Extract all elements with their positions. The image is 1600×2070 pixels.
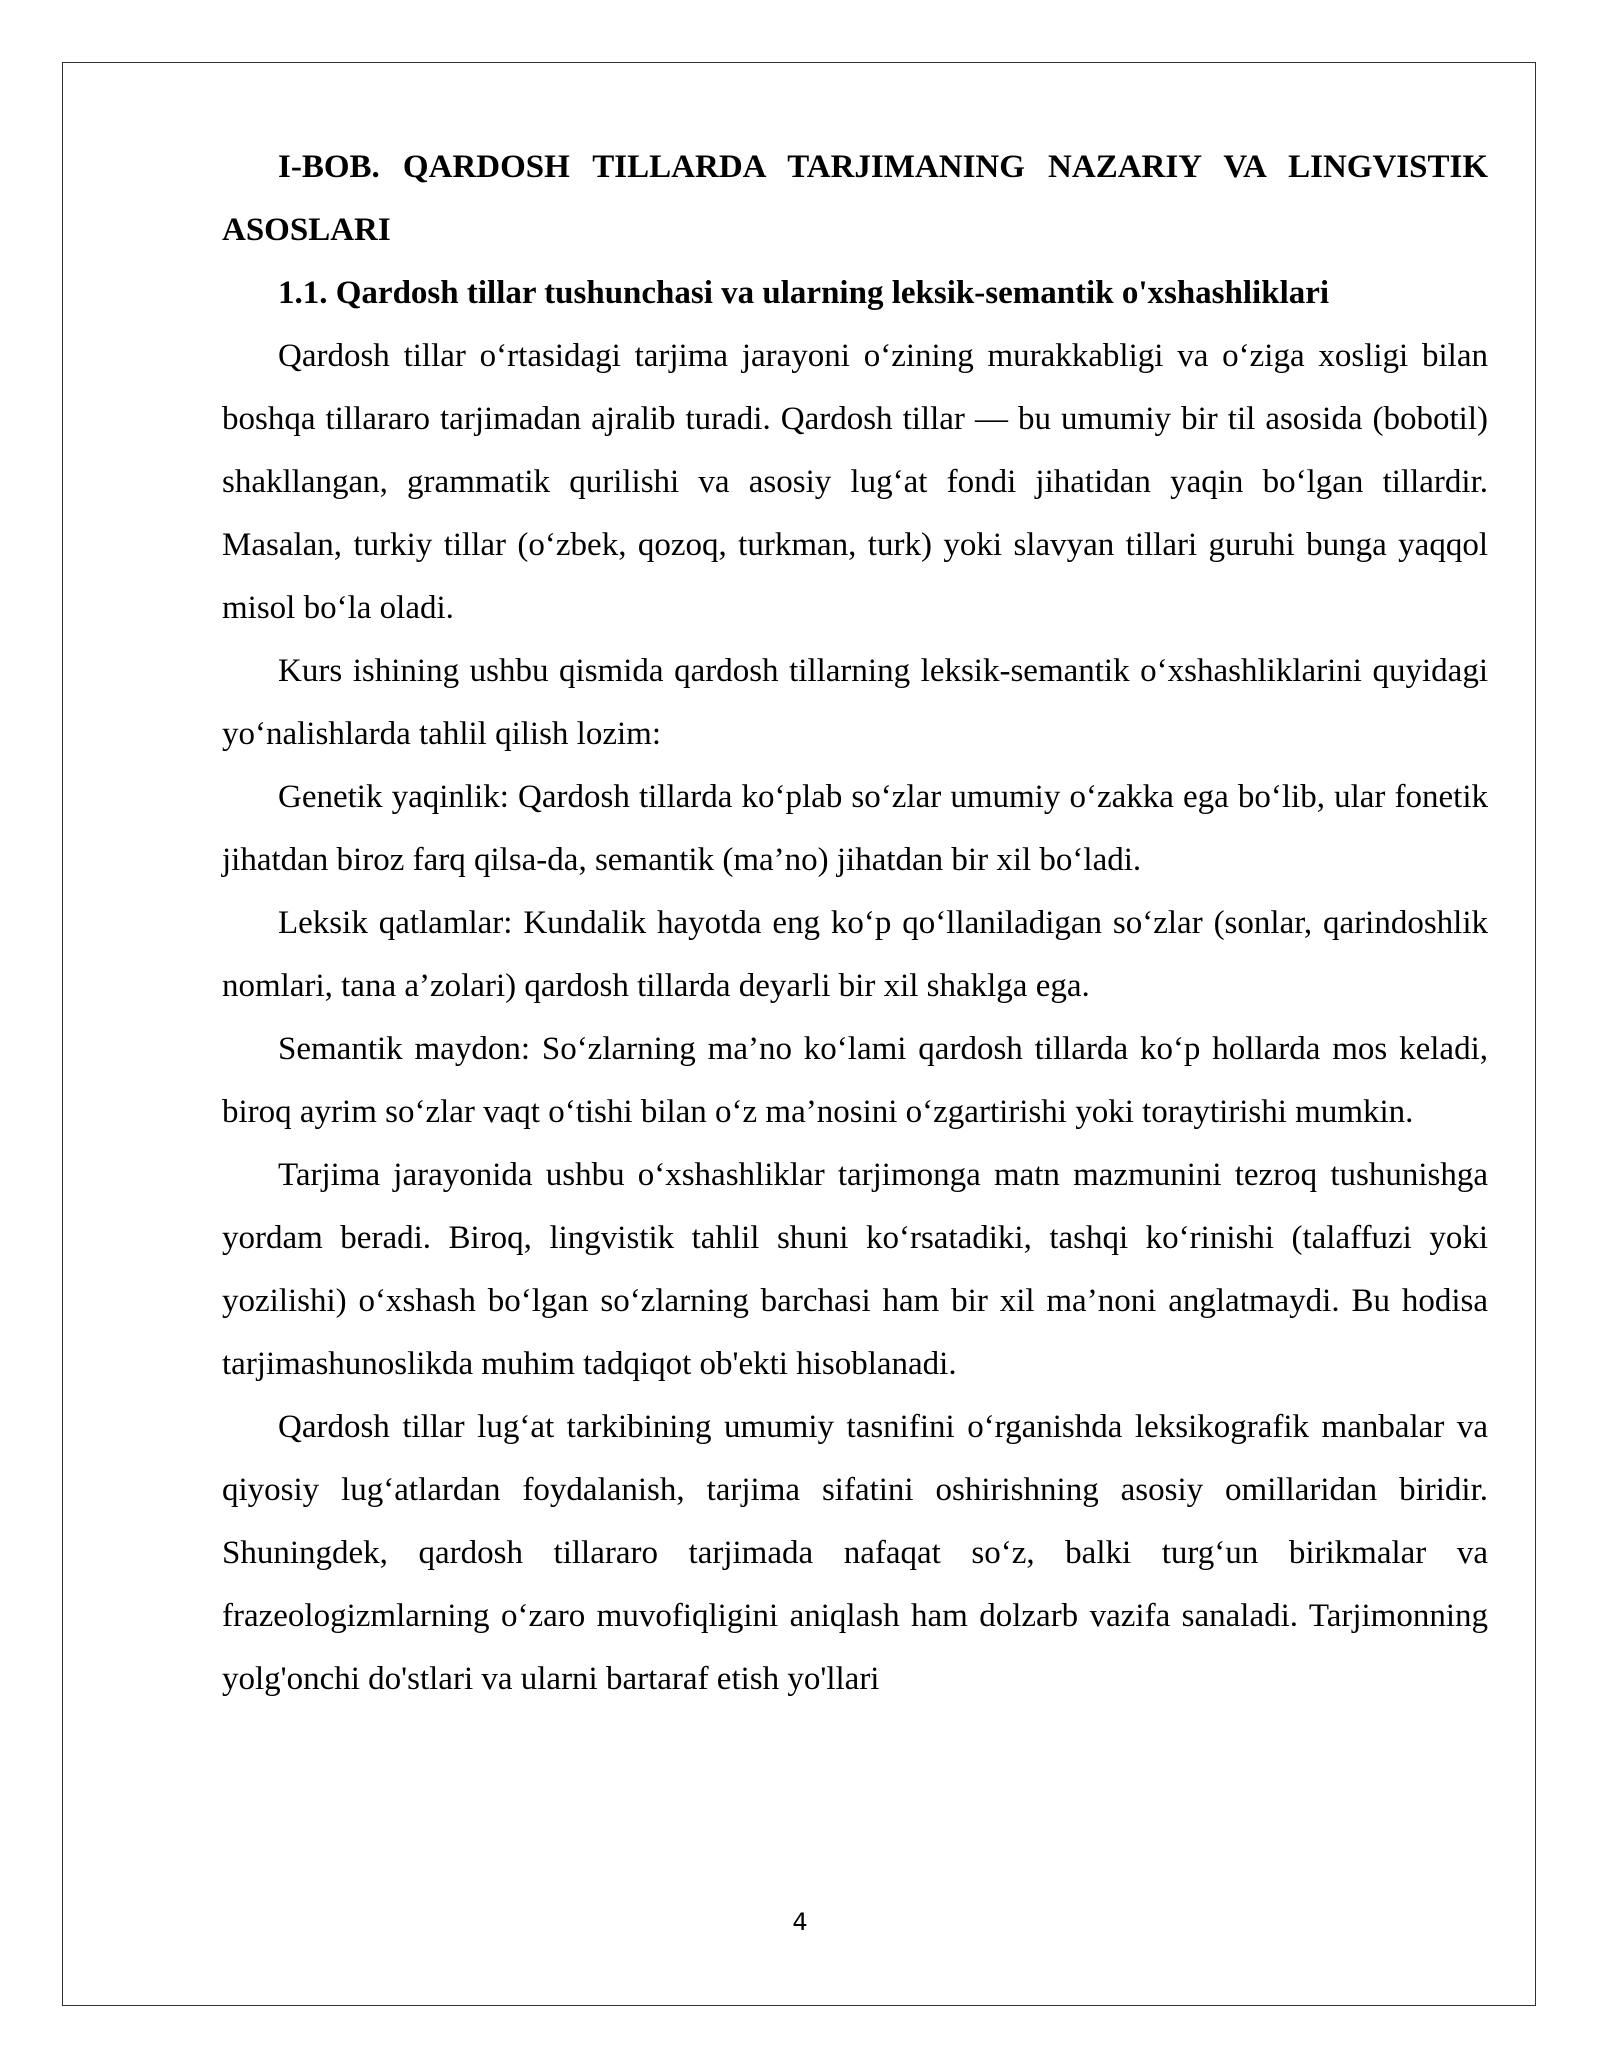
paragraph: Leksik qatlamlar: Kundalik hayotda eng ko‘p qo‘llaniladigan so‘zlar (sonlar, qarindoshlik nomlari, tana a’zolari) qardosh tillarda deyarli bir xil shaklga ega. bbox=[222, 905, 1488, 1004]
page-number: 4 bbox=[792, 1908, 808, 1936]
paragraph: Tarjima jarayonida ushbu o‘xshashliklar tarjimonga matn mazmunini tezroq tushunishga yordam beradi. Biroq, lingvistik tahlil shuni ko‘rsatadiki, tashqi ko‘rinishi (talaffuzi yoki yozilishi) o‘xshash bo‘lgan so‘zlarning barchasi ham bir xil ma’noni anglatmaydi. Bu hodisa tarjimashunoslikda muhim tadqiqot ob'ekti hisoblanadi. bbox=[222, 1157, 1488, 1382]
paragraph: Genetik yaqinlik: Qardosh tillarda ko‘plab so‘zlar umumiy o‘zakka ega bo‘lib, ular fonetik jihatdan biroz farq qilsa-da, semantik (ma’no) jihatdan bir xil bo‘ladi. bbox=[222, 779, 1488, 878]
paragraph: Qardosh tillar o‘rtasidagi tarjima jarayoni o‘zining murakkabligi va o‘ziga xosligi bilan boshqa tillararo tarjimadan ajralib turadi. Qardosh tillar — bu umumiy bir til asosida (bobotil) shakllangan, grammatik qurilishi va asosiy lug‘at fondi jihatidan yaqin bo‘lgan tillardir. Masalan, turkiy tillar (o‘zbek, qozoq, turkman, turk) yoki slavyan tillari guruhi bunga yaqqol misol bo‘la oladi. bbox=[222, 338, 1488, 626]
paragraph: Semantik maydon: So‘zlarning ma’no ko‘lami qardosh tillarda ko‘p hollarda mos keladi, biroq ayrim so‘zlar vaqt o‘tishi bilan o‘z ma’nosini o‘zgartirishi yoki toraytirishi mumkin. bbox=[222, 1031, 1488, 1130]
section-title: 1.1. Qardosh tillar tushunchasi va ularning leksik-semantik o'xshashliklari bbox=[278, 275, 1330, 311]
chapter-title: I-BOB. QARDOSH TILLARDA TARJIMANING NAZARIY VA LINGVISTIK ASOSLARI bbox=[222, 149, 1488, 248]
paragraph: Kurs ishining ushbu qismida qardosh tillarning leksik-semantik o‘xshashliklarini quyidagi yo‘nalishlarda tahlil qilish lozim: bbox=[222, 653, 1488, 752]
document-body bbox=[222, 136, 1488, 1711]
paragraph: Qardosh tillar lug‘at tarkibining umumiy tasnifini o‘rganishda leksikografik manbalar va qiyosiy lug‘atlardan foydalanish, tarjima sifatini oshirishning asosiy omillaridan biridir. Shuningdek, qardosh tillararo tarjimada nafaqat so‘z, balki turg‘un birikmalar va frazeologizmlarning o‘zaro muvofiqligini aniqlash ham dolzarb vazifa sanaladi. Tarjimonning yolg'onchi do'stlari va ularni bartaraf etish yo'llari bbox=[222, 1409, 1488, 1697]
